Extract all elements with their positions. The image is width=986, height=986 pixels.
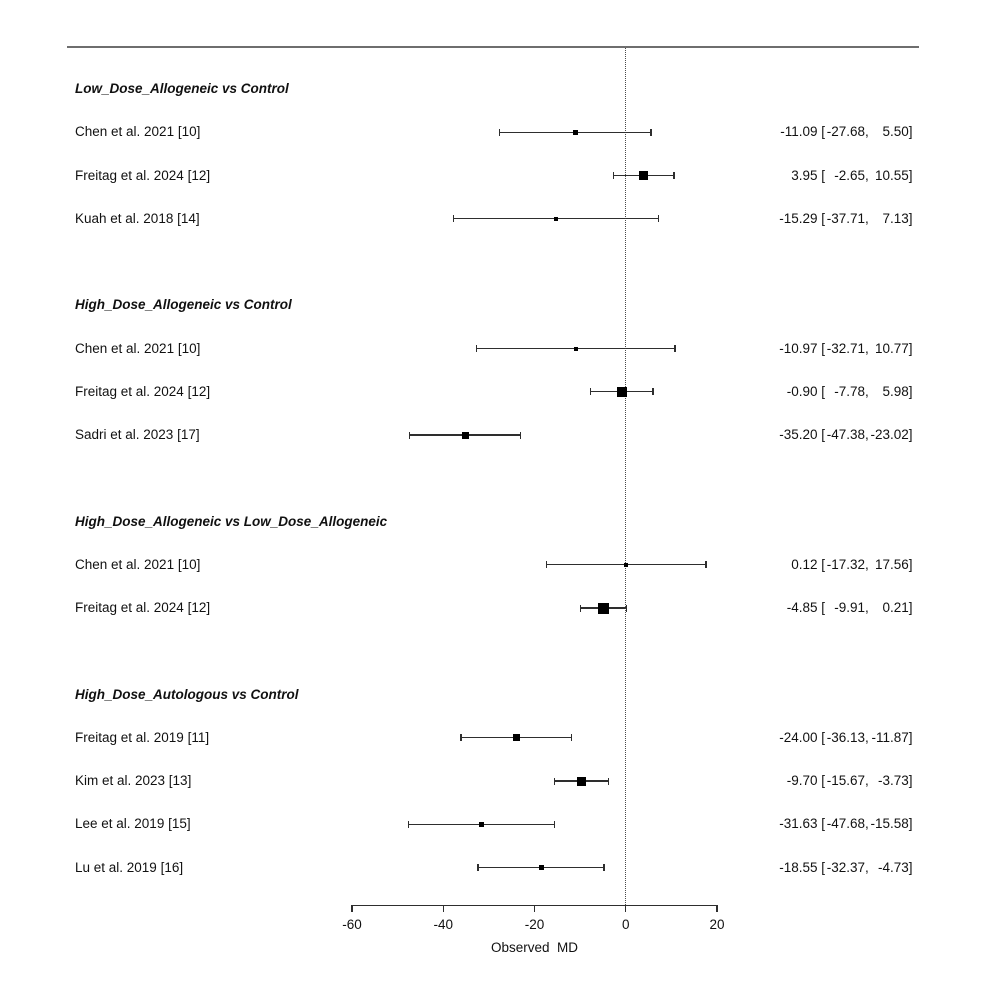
annotation-close-bracket: ] [908, 210, 913, 226]
ci-cap-right [658, 215, 659, 222]
annotation-ci-high: 5.50 [882, 124, 909, 140]
ci-cap-right [571, 734, 572, 741]
ci-cap-left [476, 345, 477, 352]
estimate-annotation [772, 384, 913, 400]
annotation-comma: , [865, 556, 869, 572]
annotation-ci-low: -9.91 [834, 600, 866, 615]
annotation-open-bracket: [ [817, 427, 826, 442]
annotation-open-bracket: [ [817, 729, 826, 745]
annotation-comma: , [865, 210, 869, 226]
ci-cap-left [499, 129, 500, 136]
point-estimate-square [617, 387, 627, 397]
annotation-estimate: 0.12 [791, 556, 818, 572]
annotation-estimate: -9.70 [786, 773, 818, 788]
annotation-close-bracket: ] [908, 427, 913, 442]
annotation-ci-low: -37.71 [826, 210, 866, 226]
annotation-estimate: -10.97 [779, 340, 818, 356]
group-header: High_Dose_Allogeneic vs Control [75, 297, 292, 313]
x-axis-tick-label: -40 [433, 917, 453, 932]
estimate-annotation [772, 211, 913, 227]
point-estimate-square [577, 777, 586, 786]
annotation-comma: , [865, 124, 869, 140]
annotation-comma: , [865, 427, 869, 442]
study-label: Kuah et al. 2018 [14] [75, 210, 200, 226]
annotation-close-bracket: ] [908, 167, 913, 183]
annotation-open-bracket: [ [817, 773, 826, 788]
study-label: Lu et al. 2019 [16] [75, 859, 184, 875]
point-estimate-square [573, 130, 578, 135]
ci-cap-left [580, 605, 581, 612]
annotation-open-bracket: [ [817, 383, 826, 399]
annotation-estimate: -4.85 [786, 600, 818, 615]
annotation-ci-high: 10.55 [874, 167, 909, 183]
point-estimate-square [624, 563, 628, 567]
annotation-close-bracket: ] [908, 859, 913, 875]
ci-cap-left [460, 734, 461, 741]
study-label: Kim et al. 2023 [13] [75, 773, 192, 788]
annotation-estimate: -11.09 [780, 124, 818, 140]
annotation-estimate: -18.55 [779, 859, 818, 875]
annotation-estimate: -15.29 [779, 210, 818, 226]
point-estimate-square [554, 217, 558, 221]
x-axis-tick-label: -60 [342, 917, 362, 932]
ci-cap-left [613, 172, 614, 179]
ci-cap-right [650, 129, 651, 136]
x-axis-tick-label: -20 [524, 917, 545, 932]
annotation-comma: , [865, 729, 869, 745]
annotation-ci-high: 5.98 [882, 383, 909, 399]
annotation-ci-low: -15.67 [826, 773, 866, 788]
annotation-open-bracket: [ [817, 556, 826, 572]
ci-cap-left [590, 388, 591, 395]
annotation-comma: , [865, 383, 869, 399]
annotation-ci-high: -11.87 [871, 729, 909, 745]
annotation-ci-high: -4.73 [878, 859, 909, 875]
annotation-comma: , [865, 167, 869, 183]
ci-cap-left [453, 215, 454, 222]
annotation-close-bracket: ] [908, 340, 913, 356]
annotation-open-bracket: [ [817, 600, 826, 615]
ci-cap-right [673, 172, 674, 179]
ci-cap-left [408, 821, 409, 828]
annotation-open-bracket: [ [817, 816, 826, 832]
annotation-estimate: 3.95 [791, 167, 818, 183]
point-estimate-square [479, 822, 484, 827]
study-label: Freitag et al. 2024 [12] [75, 167, 211, 183]
annotation-open-bracket: [ [817, 859, 826, 875]
study-label: Freitag et al. 2019 [11] [75, 729, 210, 745]
annotation-ci-low: -7.78 [834, 383, 866, 399]
annotation-estimate: -24.00 [779, 729, 818, 745]
annotation-ci-low: -47.68 [826, 816, 866, 832]
estimate-annotation [772, 168, 913, 184]
annotation-ci-high: -15.58 [870, 816, 909, 832]
annotation-open-bracket: [ [817, 340, 826, 356]
point-estimate-square [639, 171, 648, 180]
annotation-ci-high: -3.73 [878, 773, 909, 788]
estimate-annotation [772, 341, 913, 357]
study-label: Freitag et al. 2024 [12] [75, 383, 211, 399]
ci-cap-left [554, 778, 555, 785]
ci-cap-left [546, 561, 547, 568]
estimate-annotation [772, 557, 913, 573]
study-label: Sadri et al. 2023 [17] [75, 427, 200, 442]
ci-cap-right [626, 605, 627, 612]
annotation-ci-high: 0.21 [882, 600, 909, 615]
annotation-close-bracket: ] [908, 729, 913, 745]
point-estimate-square [539, 865, 544, 870]
x-axis-tick [625, 905, 626, 912]
ci-cap-right [705, 561, 706, 568]
annotation-ci-low: -32.71 [826, 340, 866, 356]
annotation-ci-low: -2.65 [834, 167, 866, 183]
annotation-estimate: -31.63 [779, 816, 818, 832]
estimate-annotation [772, 816, 913, 832]
ci-cap-right [674, 345, 675, 352]
estimate-annotation [772, 773, 913, 789]
group-header: High_Dose_Autologous vs Control [75, 686, 299, 702]
estimate-annotation [772, 730, 913, 746]
x-axis-tick [443, 905, 444, 912]
estimate-annotation [772, 124, 913, 140]
ci-cap-left [409, 432, 410, 439]
group-header: Low_Dose_Allogeneic vs Control [75, 81, 289, 96]
annotation-comma: , [865, 773, 869, 788]
estimate-annotation [772, 860, 913, 876]
ci-cap-left [477, 864, 478, 871]
point-estimate-square [513, 734, 520, 741]
annotation-ci-high: -23.02 [870, 427, 909, 442]
annotation-comma: , [865, 340, 869, 356]
x-axis-tick [716, 905, 717, 912]
x-axis-tick-label: 20 [709, 917, 725, 932]
point-estimate-square [598, 603, 609, 614]
annotation-open-bracket: [ [817, 210, 826, 226]
annotation-close-bracket: ] [908, 383, 913, 399]
study-label: Chen et al. 2021 [10] [75, 124, 201, 140]
annotation-comma: , [865, 600, 869, 615]
study-label: Chen et al. 2021 [10] [75, 340, 201, 356]
x-axis-label: Observed MD [490, 940, 579, 955]
annotation-ci-high: 17.56 [874, 556, 909, 572]
estimate-annotation [772, 600, 913, 616]
annotation-close-bracket: ] [908, 124, 913, 140]
point-estimate-square [574, 347, 578, 351]
annotation-close-bracket: ] [908, 600, 913, 615]
x-axis-tick [351, 905, 352, 912]
group-header: High_Dose_Allogeneic vs Low_Dose_Allogeneic [75, 513, 388, 529]
x-axis-tick [534, 905, 535, 912]
estimate-annotation [772, 427, 913, 443]
annotation-ci-high: 10.77 [874, 340, 909, 356]
annotation-ci-low: -32.37 [826, 859, 866, 875]
annotation-ci-high: 7.13 [882, 210, 909, 226]
ci-cap-right [608, 778, 609, 785]
annotation-close-bracket: ] [908, 773, 913, 788]
annotation-ci-low: -27.68 [826, 124, 866, 140]
x-axis-tick-label: 0 [621, 917, 630, 932]
annotation-close-bracket: ] [908, 556, 913, 572]
ci-cap-right [520, 432, 521, 439]
annotation-estimate: -0.90 [786, 383, 818, 399]
ci-cap-right [554, 821, 555, 828]
annotation-comma: , [865, 859, 869, 875]
annotation-estimate: -35.20 [779, 427, 818, 442]
annotation-open-bracket: [ [817, 167, 826, 183]
annotation-close-bracket: ] [908, 816, 913, 832]
point-estimate-square [462, 432, 469, 439]
study-label: Freitag et al. 2024 [12] [75, 600, 211, 615]
study-label: Chen et al. 2021 [10] [75, 556, 201, 572]
study-label: Lee et al. 2019 [15] [75, 816, 191, 832]
annotation-comma: , [865, 816, 869, 832]
annotation-open-bracket: [ [817, 124, 826, 140]
top-rule [67, 46, 919, 48]
ci-cap-right [603, 864, 604, 871]
ci-cap-right [652, 388, 653, 395]
annotation-ci-low: -47.38 [826, 427, 866, 442]
annotation-ci-low: -36.13 [826, 729, 866, 745]
annotation-ci-low: -17.32 [826, 556, 866, 572]
